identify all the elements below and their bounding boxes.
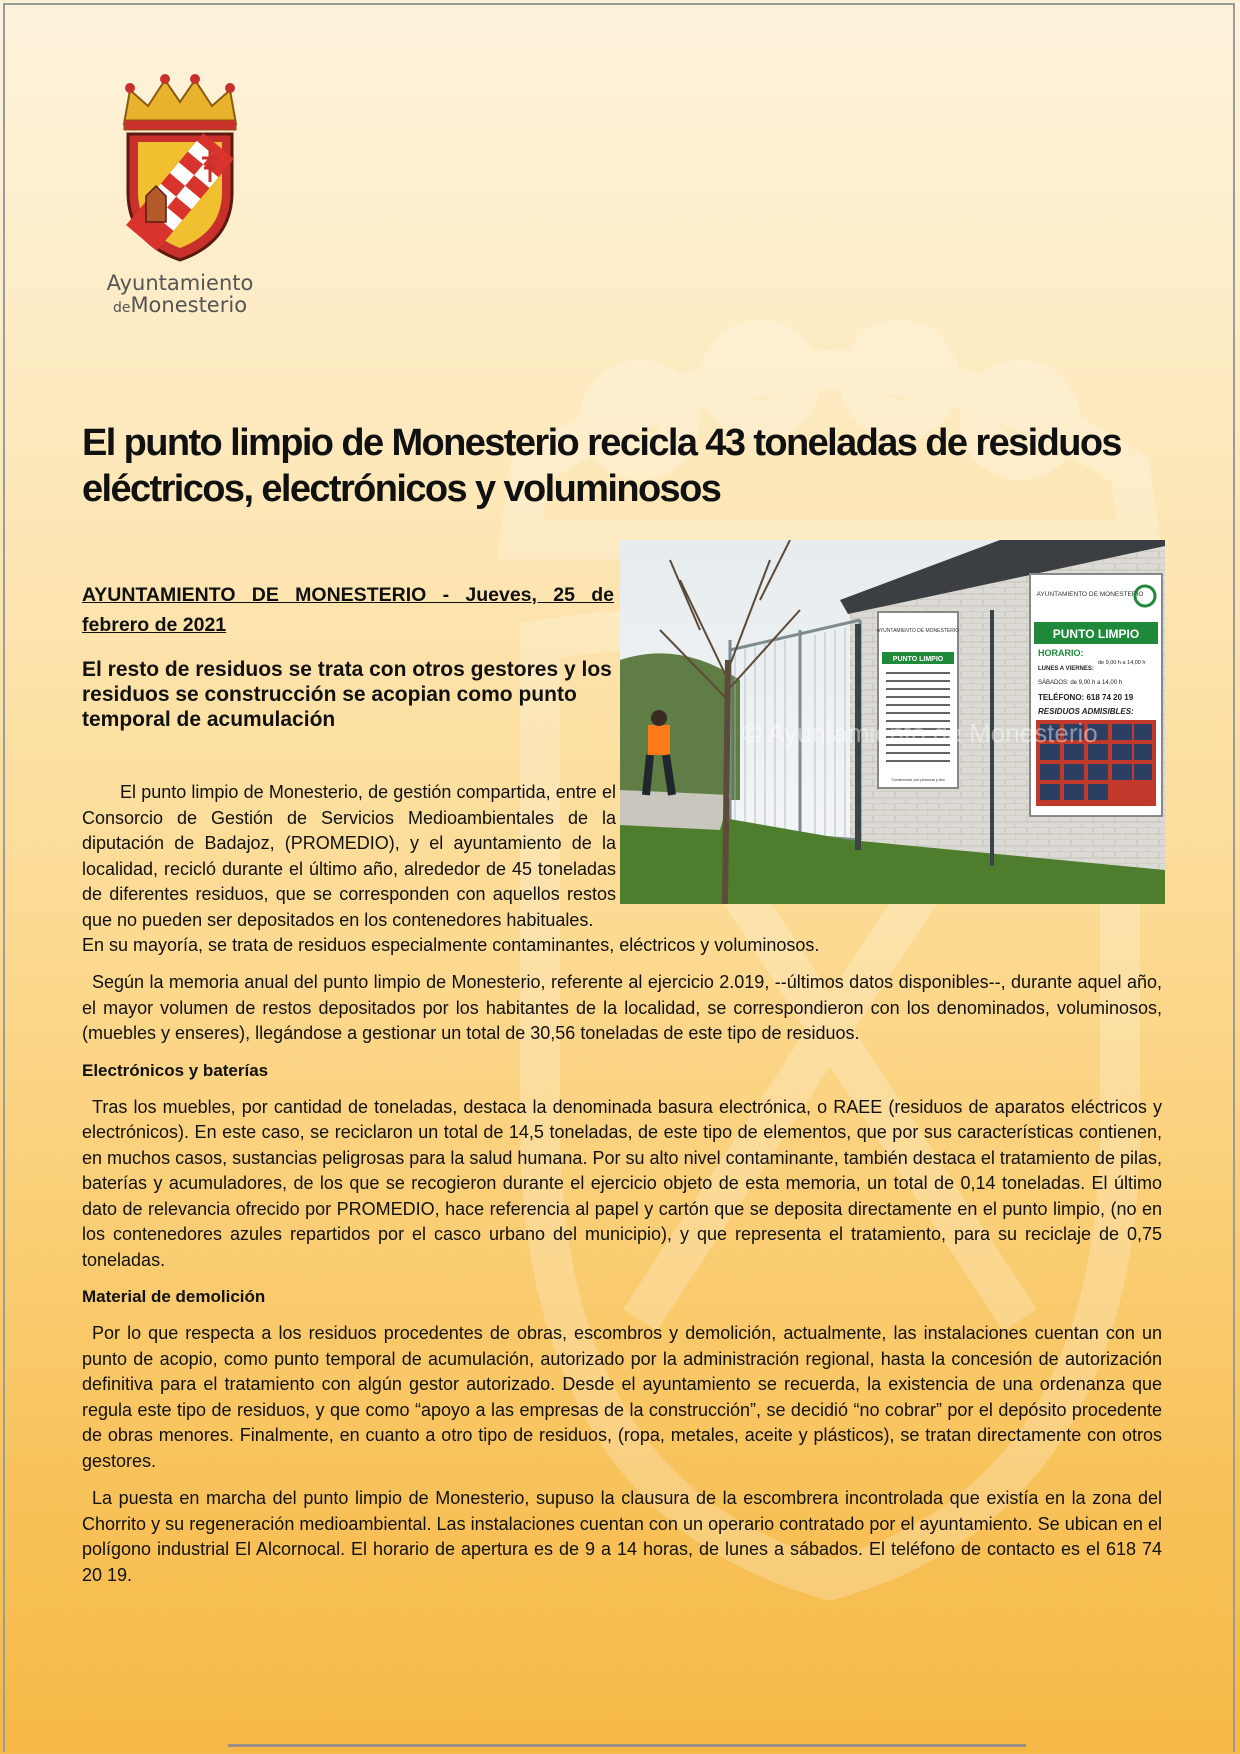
article-photo: [620, 540, 1165, 904]
paragraph-1-continuation: En su mayoría, se trata de residuos especialmente contaminantes, eléctricos y voluminosos.: [82, 935, 820, 955]
section-heading-electronicos: Electrónicos y baterías: [82, 1060, 269, 1080]
paragraph-5: La puesta en marcha del punto limpio de Monesterio, supuso la clausura de la escombrera incontrolada que existía en la zona del Chorrito y su regeneración medioambiental. Las instalaciones cuentan con un operario contratado por el ayuntamiento. Se ubican en el polígono industrial El Alcornocal. El horario de apertura es de 9 a 14 horas, de lunes a sábados. El teléfono de contacto es el 618 74 20 19.: [82, 1488, 1162, 1585]
logo-caption: [105, 272, 255, 319]
footer-divider: [228, 1744, 1026, 1747]
large-sign-title: PUNTO LIMPIO: [1052, 627, 1140, 641]
logo-line1: Ayuntamiento: [106, 271, 254, 295]
photo-watermark: © Ayuntamiento de Monesterio: [742, 718, 1098, 748]
small-sign-title: PUNTO LIMPIO: [892, 656, 944, 663]
logo-line2-small: de: [112, 300, 131, 316]
paragraph-2: Según la memoria anual del punto limpio de Monesterio, referente al ejercicio 2.019, --últimos datos disponibles--, durante aquel año, el mayor volumen de restos depositados por los habitantes de la localidad, se correspondieron con los denominados, voluminosos, (muebles y enseres), llegándose a gestionar un total de 30,56 toneladas de este tipo de residuos.: [82, 972, 1162, 1043]
logo-line2: [105, 294, 255, 319]
ayuntamiento-logo: [105, 72, 255, 319]
large-sign-saturday: SÁBADOS: de 9,00 h a 14,00 h: [1038, 680, 1123, 686]
small-sign-header: AYUNTAMIENTO DE MONESTERIO: [876, 628, 960, 634]
coat-of-arms-icon: [110, 72, 250, 262]
article-headline: El punto limpio de Monesterio recicla 43 toneladas de residuos eléctricos, electrónicos y voluminosos: [82, 422, 1121, 510]
section-heading-demolicion: Material de demolición: [82, 1287, 266, 1306]
large-sign-horario: HORARIO:: [1038, 648, 1084, 658]
logo-line2-main: Monesterio: [130, 293, 248, 317]
paragraph-1-text: El punto limpio de Monesterio, de gestión compartida, entre el Consorcio de Gestión de Servicios Medioambientales de la diputación de Badajoz, (PROMEDIO), y el ayuntamiento de la localidad, recicló durante el último año, alrededor de 45 toneladas de diferentes residuos, que se corresponden con aquellos restos que no pueden ser depositados en los contenedores habituales.: [82, 782, 616, 930]
article-body: [82, 970, 1162, 1600]
article-subhead: El resto de residuos se trata con otros gestores y los residuos se construcción se acopian como punto temporal de acumulación: [82, 658, 612, 731]
paragraph-3: Tras los muebles, por cantidad de toneladas, destaca la denominada basura electrónica, o RAEE (residuos de aparatos eléctricos y electrónicos). En este caso, se reciclaron un total de 14,5 toneladas, de este tipo de elementos, que por sus características contienen, en muchos casos, sustancias peligrosas para la salud humana. Por su alto nivel contaminante, también destaca el tratamiento de pilas, baterías y acumuladores, de los que se recogieron durante el ejercicio objeto de esta memoria, un total de 0,14 toneladas. El último dato de relevancia ofrecido por PROMEDIO, hace referencia al papel y cartón que se deposita directamente en el punto limpio, (no en los contenedores azules repartidos por el casco urbano del municipio), y que representa el tratamiento, para su reciclaje de 0,75 toneladas.: [82, 1096, 1162, 1270]
large-sign-weekdays-hours: de 9,00 h a 14,00 h: [1098, 660, 1146, 666]
paragraph-1: [82, 780, 616, 933]
small-sign-footer: Contenedor por persona y día: [891, 777, 945, 782]
large-sign-phone: TELÉFONO: 618 74 20 19: [1038, 693, 1134, 702]
large-sign-residuos: RESIDUOS ADMISIBLES:: [1038, 707, 1134, 716]
paragraph-4: Por lo que respecta a los residuos procedentes de obras, escombros y demolición, actualmente, las instalaciones cuentan con un punto de acopio, como punto temporal de acumulación, autorizado por la administración regional, hasta la concesión de autorización definitiva para el tratamiento con algún gestor autorizado. Desde el ayuntamiento se recuerda, la existencia de una ordenanza que regula este tipo de residuos, y que como “apoyo a las empresas de la construcción”, se decidió “no cobrar” por el depósito procedente de obras menores. Finalmente, en cuanto a otro tipo de residuos, (ropa, metales, aceite y plásticos), se tratan directamente con otros gestores.: [82, 1323, 1162, 1471]
large-sign-header: AYUNTAMIENTO DE MONESTERIO: [1036, 591, 1144, 598]
dateline: AYUNTAMIENTO DE MONESTERIO - Jueves, 25 de febrero de 2021: [82, 584, 614, 636]
large-sign-weekdays: LUNES A VIERNES:: [1038, 666, 1094, 672]
